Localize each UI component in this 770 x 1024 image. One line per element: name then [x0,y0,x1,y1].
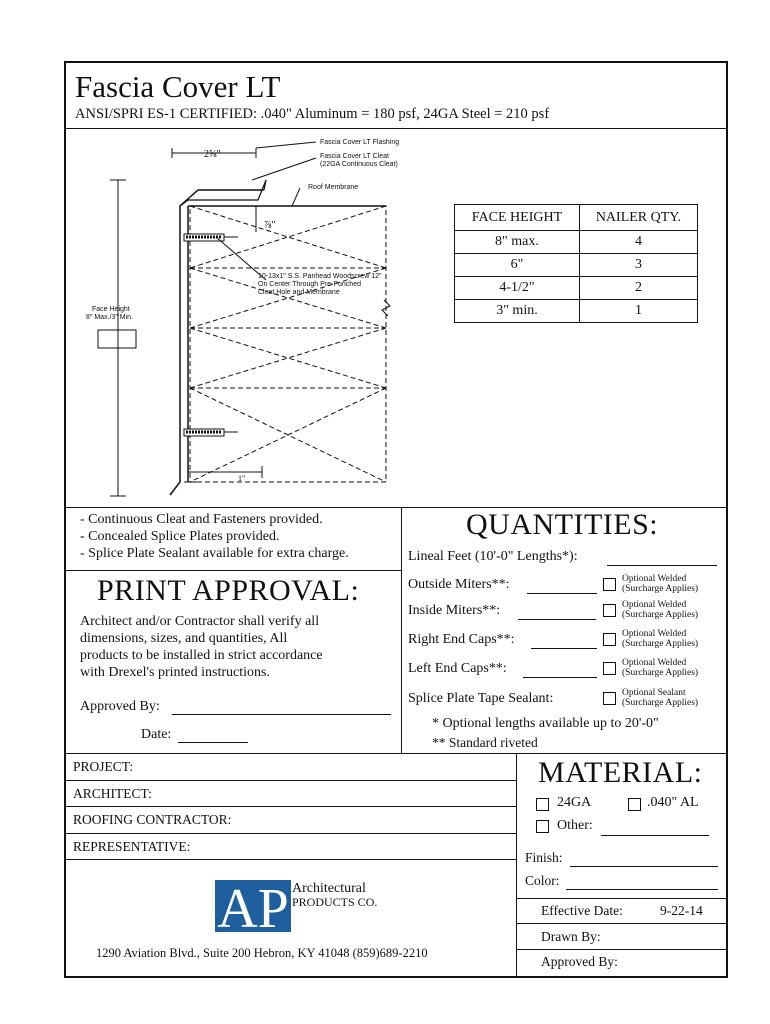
date-field[interactable] [178,742,248,743]
note-item: - Splice Plate Sealant available for extra charge. [80,546,349,561]
outside-miters-option: Optional Welded (Surcharge Applies) [622,574,699,594]
color-field[interactable] [566,889,718,890]
face-height-cell: 3" min. [455,300,580,323]
inside-miters-checkbox[interactable] [603,604,616,617]
label-face-height-range: 8" Max./3" Min. [86,314,133,321]
bottom-dimension-label: 1" [238,474,246,483]
project-label: PROJECT: [73,759,134,774]
row-divider [516,949,727,950]
note-item: - Continuous Cleat and Fasteners provided. [80,512,323,527]
face-height-cell: 4-1/2" [455,277,580,300]
aluminum-040-label: .040" AL [647,795,699,810]
table-row [455,277,698,300]
splice-sealant-checkbox[interactable] [603,692,616,705]
architect-label: ARCHITECT: [73,786,152,801]
table-row [455,254,698,277]
approved-by-label: Approved By: [80,699,160,714]
notes-divider [65,570,401,571]
table-header-row [455,205,698,231]
material-heading: MATERIAL: [538,756,703,789]
table-row [455,300,698,323]
row-divider [65,780,516,781]
left-end-caps-option: Optional Welded (Surcharge Applies) [622,658,699,678]
effective-date-value: 9-22-14 [660,903,703,918]
lip-dimension-label: ⅞" [264,220,276,231]
label-screw-2: On Center Through Pre-Punched [258,281,361,288]
label-face-height: Face Height [92,306,130,313]
left-end-caps-checkbox[interactable] [603,662,616,675]
logo-text-line-2: PRODUCTS CO. [292,895,378,909]
logo-text-line-1: Architectural [292,881,366,896]
right-end-caps-label: Right End Caps**: [408,632,515,647]
quantities-heading: QUANTITIES: [466,508,659,541]
outside-miters-label: Outside Miters**: [408,577,510,592]
row-divider [65,833,516,834]
company-logo [215,880,291,932]
outside-miters-field[interactable] [527,593,597,594]
label-flashing: Fascia Cover LT Flashing [320,139,400,146]
page-title: Fascia Cover LT [75,69,281,104]
footnote-lengths: * Optional lengths available up to 20'-0" [432,716,659,731]
left-end-caps-field[interactable] [523,677,597,678]
label-screw-3: Cleat Hole and Membrane [258,289,340,296]
other-material-field[interactable] [601,835,709,836]
steel-24ga-label: 24GA [557,795,592,810]
bottom-section-divider [65,753,727,754]
certification-line: ANSI/SPRI ES-1 CERTIFIED: .040" Aluminum = 180 psf, 24GA Steel = 210 psf [75,106,550,122]
approval-text-line: Architect and/or Contractor shall verify all [80,614,320,629]
effective-date-label: Effective Date: [541,903,623,918]
face-height-cell: 6" [455,254,580,277]
lineal-feet-label: Lineal Feet (10'-0" Lengths*): [408,549,578,564]
row-divider [516,923,727,924]
other-material-label: Other: [557,818,593,833]
inside-miters-label: Inside Miters**: [408,603,501,618]
note-item: - Concealed Splice Plates provided. [80,529,280,544]
print-approval-text [80,613,323,681]
nailer-qty-cell: 3 [579,254,697,277]
aluminum-040-checkbox[interactable] [628,798,641,811]
finish-label: Finish: [525,850,563,865]
approval-text-line: with Drexel's printed instructions. [80,665,270,680]
nailer-qty-cell: 2 [579,277,697,300]
svg-text:AP: AP [217,880,289,932]
right-end-caps-option: Optional Welded (Surcharge Applies) [622,629,699,649]
mid-divider [401,507,402,753]
approval-text-line: products to be installed in strict accordance [80,648,323,663]
representative-label: REPRESENTATIVE: [73,839,191,854]
nailer-table [454,204,698,323]
left-end-caps-label: Left End Caps**: [408,661,507,676]
top-dimension-label: 2⅝" [204,149,221,160]
face-height-cell: 8" max. [455,231,580,254]
label-screw-1: 10-13x1" S.S. Panhead Woodscrew 12" [258,273,382,280]
roofing-contractor-label: ROOFING CONTRACTOR: [73,812,232,827]
row-divider [65,859,516,860]
color-label: Color: [525,873,560,888]
company-address: 1290 Aviation Blvd., Suite 200 Hebron, KY 41048 (859)689-2210 [96,946,428,960]
table-row [455,231,698,254]
approval-text-line: dimensions, sizes, and quantities, All [80,631,288,646]
inside-miters-field[interactable] [518,619,596,620]
splice-sealant-label: Splice Plate Tape Sealant: [408,691,554,706]
drawn-by-label: Drawn By: [541,929,601,944]
label-cleat: Fascia Cover LT Cleat [320,153,389,160]
other-material-checkbox[interactable] [536,820,549,833]
material-divider [516,753,517,977]
lineal-feet-field[interactable] [607,565,717,566]
material-approved-by-label: Approved By: [541,954,618,969]
inside-miters-option: Optional Welded (Surcharge Applies) [622,600,699,620]
header-nailer-qty: NAILER QTY. [579,205,697,231]
label-roof-membrane: Roof Membrane [308,184,359,191]
outside-miters-checkbox[interactable] [603,578,616,591]
right-end-caps-field[interactable] [531,648,597,649]
notes-block [80,511,349,562]
row-divider [65,806,516,807]
right-end-caps-checkbox[interactable] [603,633,616,646]
splice-sealant-option: Optional Sealant (Surcharge Applies) [622,688,699,708]
label-cleat-spec: (22GA Continuous Cleat) [320,161,398,168]
approved-by-field[interactable] [172,714,391,715]
header-divider [65,128,727,129]
finish-field[interactable] [570,866,718,867]
print-approval-heading: PRINT APPROVAL: [97,574,360,607]
footnote-riveted: ** Standard riveted [432,735,538,750]
nailer-qty-cell: 4 [579,231,697,254]
nailer-qty-cell: 1 [579,300,697,323]
date-label: Date: [141,727,172,742]
steel-24ga-checkbox[interactable] [536,798,549,811]
header-face-height: FACE HEIGHT [455,205,580,231]
row-divider [516,898,727,899]
